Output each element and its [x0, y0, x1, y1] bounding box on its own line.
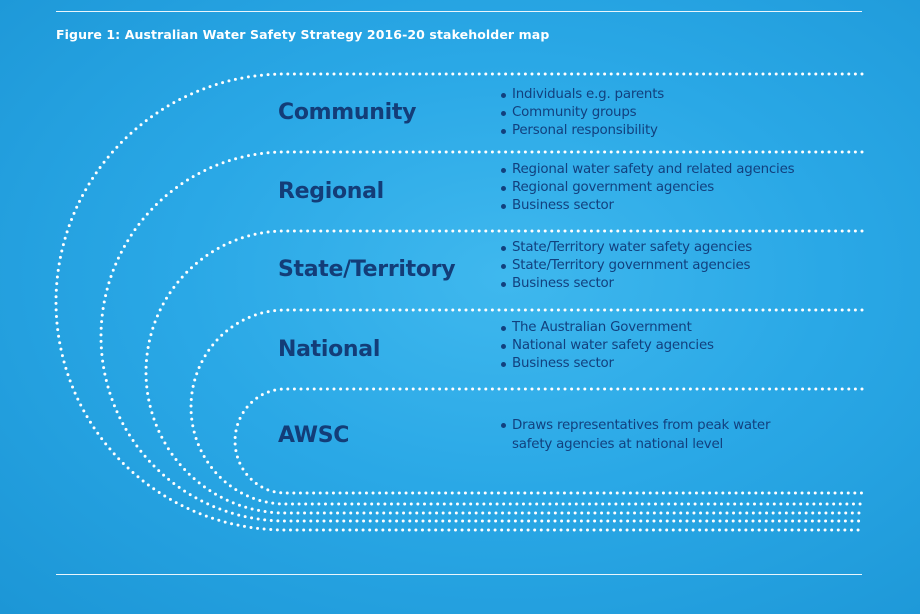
level-regional-items	[500, 161, 794, 215]
arc-community	[56, 74, 862, 530]
list-item: Business sector	[500, 197, 794, 215]
list-item: Community groups	[500, 104, 664, 122]
level-name-awsc: AWSC	[278, 423, 350, 448]
level-state-territory-items	[500, 239, 752, 293]
figure-title: Figure 1: Australian Water Safety Strategy 2016-20 stakeholder map	[56, 27, 550, 42]
list-item: Regional water safety and related agencies	[500, 161, 794, 179]
list-item: Individuals e.g. parents	[500, 86, 664, 104]
level-name-community: Community	[278, 100, 417, 125]
list-item: Regional government agencies	[500, 179, 794, 197]
level-name-national: National	[278, 337, 381, 362]
list-item: State/Territory water safety agencies	[500, 239, 752, 257]
level-name-regional: Regional	[278, 179, 384, 204]
list-item: Draws representatives from peak water safety agencies at national level	[500, 416, 812, 454]
list-item: State/Territory government agencies	[500, 257, 752, 275]
list-item: National water safety agencies	[500, 337, 714, 355]
list-item: Personal responsibility	[500, 122, 664, 140]
level-name-state-territory: State/Territory	[278, 257, 456, 282]
bottom-rule	[56, 574, 862, 575]
list-item: Business sector	[500, 355, 714, 373]
level-awsc-items	[500, 416, 812, 454]
level-community-items	[500, 86, 664, 140]
list-item: The Australian Government	[500, 319, 714, 337]
list-item: Business sector	[500, 275, 752, 293]
level-national-items	[500, 319, 714, 373]
